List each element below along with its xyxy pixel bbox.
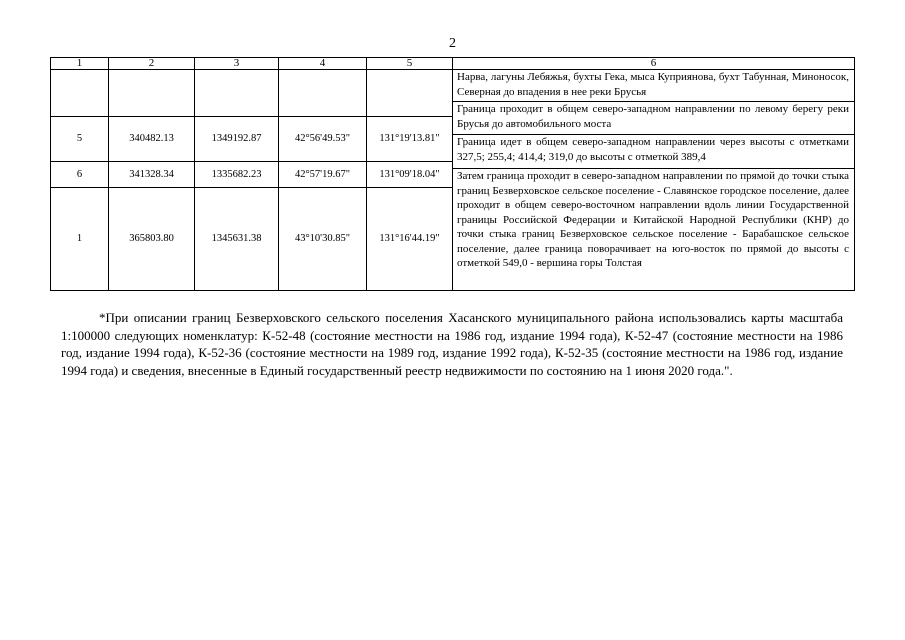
boundary-description: Затем граница проходит в северо-западном направлении по прямой до точки стыка границ Безверховское сельское поселение - Славянское городское поселение, далее проходит в общем северо-восточном направлении вдоль линии Государственной границы Российской Федерации и Китайской Народной Республики (КНР) до точки стыка границ Безверховское сельское поселение - Барабашское сельское поселение, далее граница поворачивает на юго-восток по прямой до высоты с отметкой 549,0 - вершина горы Толстая	[453, 168, 854, 288]
point-number: 5	[51, 117, 109, 162]
y-coordinate: 1345631.38	[195, 188, 279, 291]
x-coordinate: 340482.13	[109, 117, 195, 162]
empty-cell	[109, 70, 195, 117]
table-header-row	[51, 58, 855, 70]
longitude: 131°16'44.19"	[367, 188, 453, 291]
y-coordinate: 1349192.87	[195, 117, 279, 162]
longitude: 131°19'13.81"	[367, 117, 453, 162]
column-header: 1	[51, 58, 109, 70]
column-header: 4	[279, 58, 367, 70]
latitude: 42°56'49.53"	[279, 117, 367, 162]
boundary-description: Граница идет в общем северо-западном направлении через высоты с отметками 327,5; 255,4; 414,4; 319,0 до высоты с отметкой 389,4	[453, 134, 854, 168]
empty-cell	[279, 70, 367, 117]
column-header: 2	[109, 58, 195, 70]
column-header: 3	[195, 58, 279, 70]
latitude: 43°10'30.85"	[279, 188, 367, 291]
column-header: 6	[453, 58, 855, 70]
empty-cell	[367, 70, 453, 117]
empty-cell	[195, 70, 279, 117]
latitude: 42°57'19.67"	[279, 162, 367, 188]
description-cell	[453, 70, 855, 291]
page-number: 2	[449, 36, 456, 51]
boundary-points-table	[50, 57, 855, 291]
point-number: 6	[51, 162, 109, 188]
longitude: 131°09'18.04"	[367, 162, 453, 188]
y-coordinate: 1335682.23	[195, 162, 279, 188]
x-coordinate: 365803.80	[109, 188, 195, 291]
footnote-paragraph: *При описании границ Безверховского сельского поселения Хасанского муниципального района использовались карты масштаба 1:100000 следующих номенклатур: К-52-48 (состояние местности на 1986 год, издание 1994 года), К-52-47 (состояние местности на 1986 год, издание 1994 года), К-52-36 (состояние местности на 1989 год, издание 1992 года), К-52-35 (состояние местности на 1986 год, издание 1994 года) и сведения, внесенные в Единый государственный реестр недвижимости по состоянию на 1 июня 2020 года.".	[61, 310, 843, 378]
table-row	[51, 70, 855, 117]
empty-cell	[51, 70, 109, 117]
column-header: 5	[367, 58, 453, 70]
boundary-description: Граница проходит в общем северо-западном направлении по левому берегу реки Брусья до автомобильного моста	[453, 101, 854, 134]
boundary-description: Нарва, лагуны Лебяжья, бухты Гека, мыса Куприянова, бухт Табунная, Миноносок, Северная до впадения в нее реки Брусья	[457, 71, 849, 98]
point-number: 1	[51, 188, 109, 291]
x-coordinate: 341328.34	[109, 162, 195, 188]
